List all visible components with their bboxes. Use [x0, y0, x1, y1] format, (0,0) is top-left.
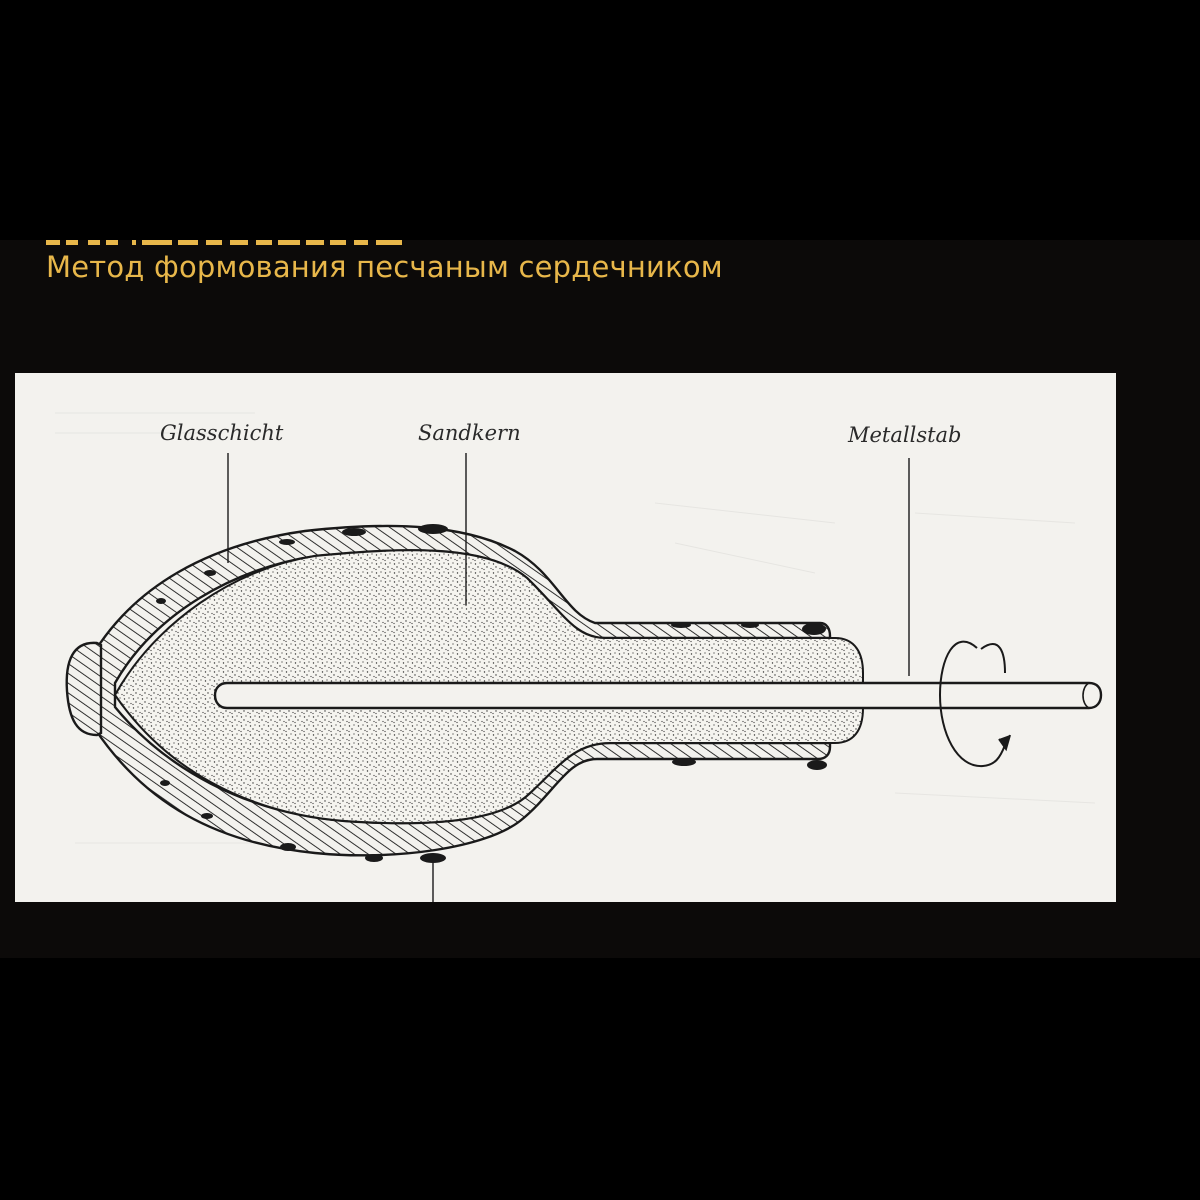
metal-rod	[215, 683, 1101, 708]
glass-end-knob	[67, 643, 101, 735]
sand-core-forming-diagram	[15, 373, 1116, 902]
diagram-drawing	[15, 373, 1116, 902]
clipped-heading-fragment	[46, 240, 406, 245]
slide-title: Метод формования песчаным сердечником	[46, 250, 723, 284]
label-metal-rod: Metallstab	[848, 423, 962, 447]
label-glass-layer: Glasschicht	[160, 421, 284, 445]
label-sand-core: Sandkern	[418, 421, 521, 445]
